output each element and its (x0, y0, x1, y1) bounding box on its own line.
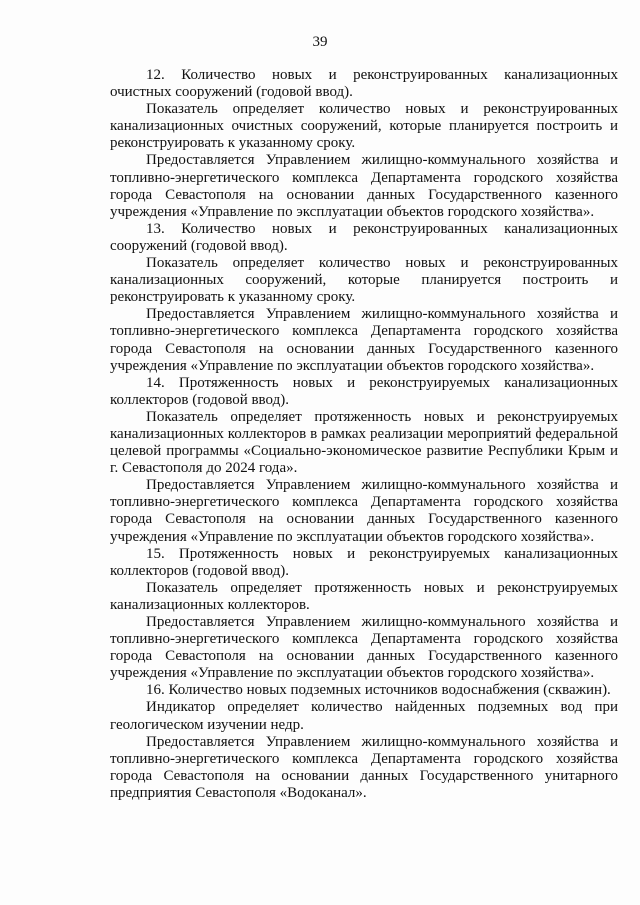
paragraph: Предоставляется Управлением жилищно-коммунального хозяйства и топливно-энергетического комплекса Департамента городского хозяйства города Севастополя на основании данных Государственного казенного учреждения «Управление по эксплуатации объектов городского хозяйства». (110, 477, 618, 545)
paragraph: Показатель определяет количество новых и реконструированных канализационных очистных сооружений, которые планируется построить и реконструировать к указанному сроку. (110, 101, 618, 152)
paragraph: 14. Протяженность новых и реконструируемых канализационных коллекторов (годовой ввод). (110, 374, 618, 408)
paragraph: Предоставляется Управлением жилищно-коммунального хозяйства и топливно-энергетического комплекса Департамента городского хозяйства города Севастополя на основании данных Государственного казенного учреждения «Управление по эксплуатации объектов городского хозяйства». (110, 306, 618, 374)
document-body (110, 67, 618, 802)
paragraph: 16. Количество новых подземных источников водоснабжения (скважин). (146, 682, 611, 699)
paragraph: 13. Количество новых и реконструированных канализационных сооружений (годовой ввод). (110, 220, 618, 254)
paragraph: Предоставляется Управлением жилищно-коммунального хозяйства и топливно-энергетического комплекса Департамента городского хозяйства города Севастополя на основании данных Государственного казенного учреждения «Управление по эксплуатации объектов городского хозяйства». (110, 152, 618, 220)
paragraph: Показатель определяет протяженность новых и реконструируемых канализационных коллекторов в рамках реализации мероприятий федеральной целевой программы «Социально-экономическое развитие Республики Крым и г. Севастополя до 2024 года». (110, 408, 618, 477)
page-number: 39 (312, 34, 328, 50)
paragraph: Показатель определяет протяженность новых и реконструируемых канализационных коллекторов. (110, 579, 618, 613)
paragraph: 15. Протяженность новых и реконструируемых канализационных коллекторов (годовой ввод). (110, 545, 618, 579)
paragraph: Показатель определяет количество новых и реконструированных канализационных сооружений, которые планируется построить и реконструировать к указанному сроку. (110, 255, 618, 306)
paragraph: Предоставляется Управлением жилищно-коммунального хозяйства и топливно-энергетического комплекса Департамента городского хозяйства города Севастополя на основании данных Государственного казенного учреждения «Управление по эксплуатации объектов городского хозяйства». (110, 614, 618, 682)
paragraph: Предоставляется Управлением жилищно-коммунального хозяйства и топливно-энергетического комплекса Департамента городского хозяйства города Севастополя на основании данных Государственного унитарного предприятия Севастополя «Водоканал». (110, 733, 618, 801)
paragraph: Индикатор определяет количество найденных подземных вод при геологическом изучении недр. (110, 699, 618, 733)
paragraph: 12. Количество новых и реконструированных канализационных очистных сооружений (годовой ввод). (110, 67, 618, 101)
